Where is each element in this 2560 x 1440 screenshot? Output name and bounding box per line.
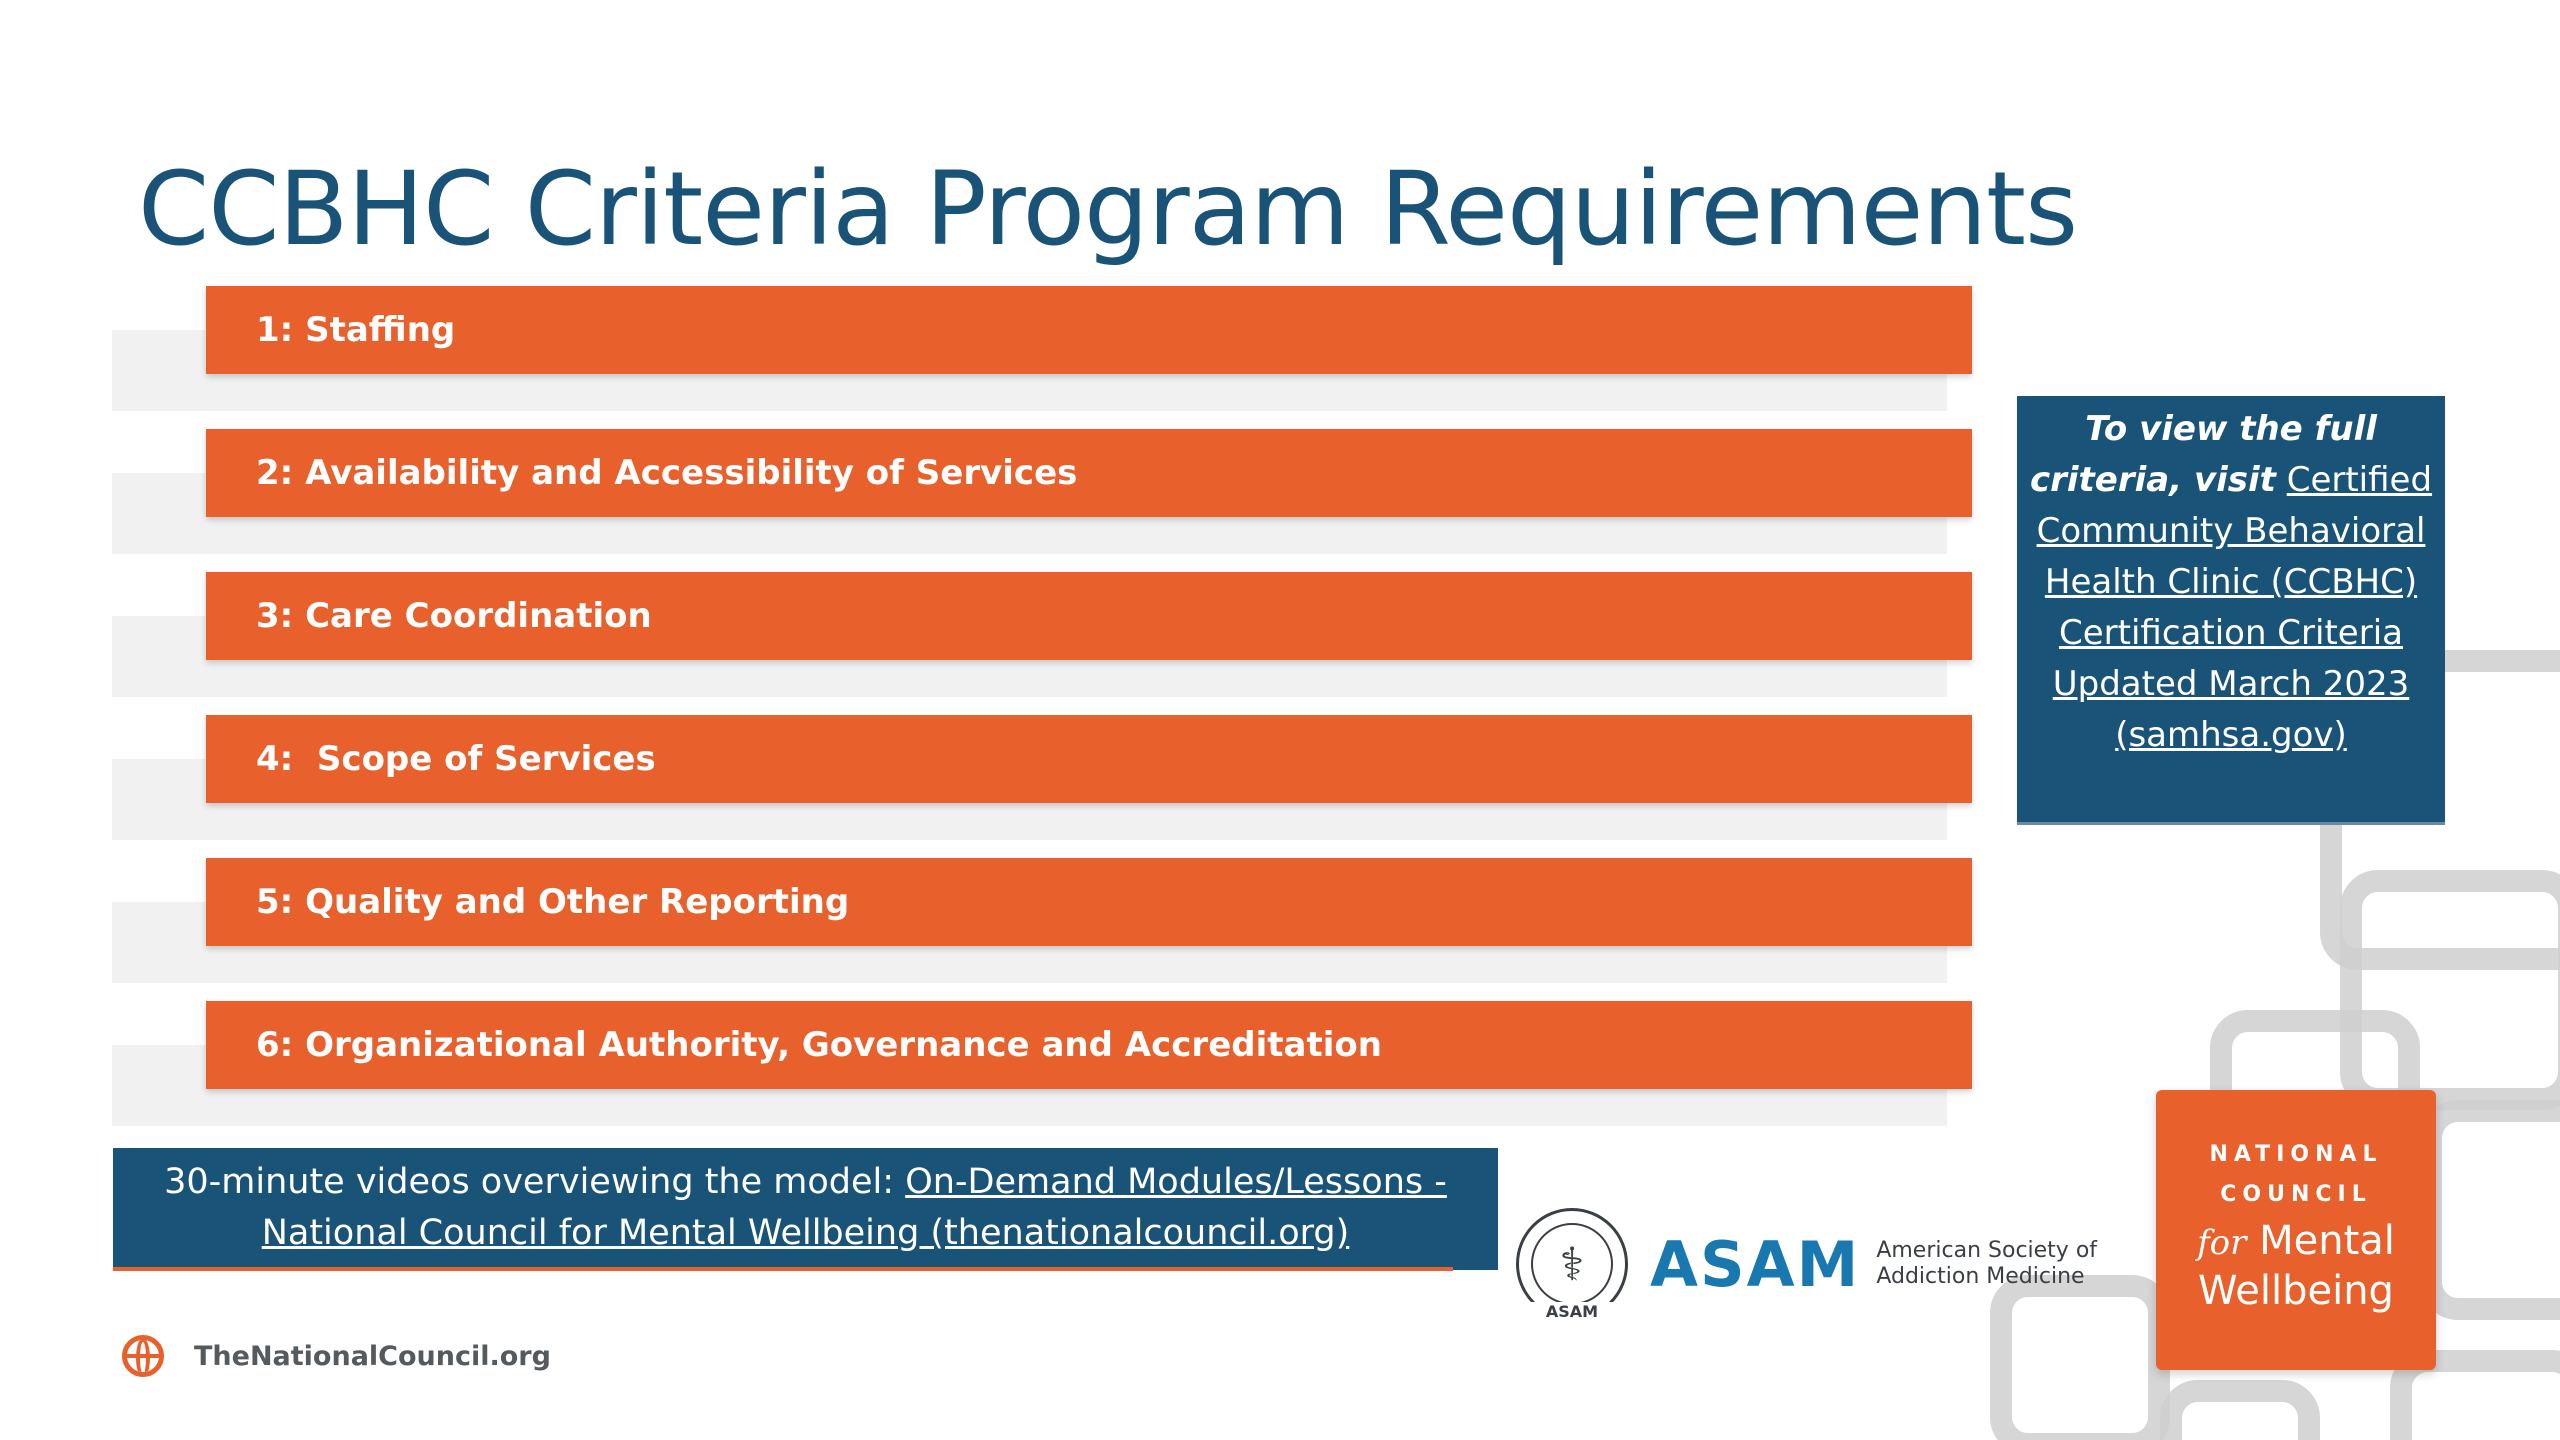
videos-accent-line (113, 1267, 1453, 1271)
asam-full-name (1876, 1238, 2097, 1290)
criteria-intro: To view the full criteria, visit (2029, 409, 2377, 500)
list-item (112, 715, 1947, 840)
videos-link[interactable]: On-Demand Modules/Lessons - National Council for Mental Wellbeing (thenationalcouncil.org) (261, 1162, 1447, 1253)
requirement-label: 3: Care Coordination (256, 596, 652, 636)
asam-seal (1516, 1208, 1628, 1320)
decorative-shape (2420, 1100, 2560, 1320)
criteria-link[interactable]: Certified Community Behavioral Health Clinic (CCBHC) Certification Criteria Updated March 2023 (samhsa.gov) (2036, 460, 2433, 755)
requirement-label: 1: Staffing (256, 310, 456, 350)
caduceus-icon: ⚕ (1531, 1223, 1613, 1305)
requirement-label: 4: Scope of Services (256, 739, 656, 779)
nc-logo-line4: Wellbeing (2198, 1268, 2394, 1314)
asam-name-line2: Addiction Medicine (1876, 1264, 2085, 1289)
requirement-label: 2: Availability and Accessibility of Services (256, 453, 1078, 493)
requirement-bar (206, 858, 1972, 946)
national-council-logo (2156, 1090, 2436, 1370)
page-title: CCBHC Criteria Program Requirements (138, 150, 2078, 269)
requirement-bar (206, 715, 1972, 803)
requirement-label: 5: Quality and Other Reporting (256, 882, 850, 922)
requirement-label: 6: Organizational Authority, Governance and Accreditation (256, 1025, 1382, 1065)
footer-site-label: TheNationalCouncil.org (194, 1340, 551, 1372)
nc-logo-line1: NATIONAL (2209, 1142, 2383, 1167)
videos-intro: 30-minute videos overviewing the model: (164, 1162, 895, 1202)
nc-logo-line2: COUNCIL (2220, 1182, 2372, 1207)
footer-site (122, 1332, 551, 1380)
list-item (112, 1001, 1947, 1126)
nc-logo-line3 (2156, 1218, 2436, 1264)
requirement-bar (206, 429, 1972, 517)
requirement-bar (206, 1001, 1972, 1089)
asam-name-line1: American Society of (1876, 1238, 2098, 1263)
videos-callout (113, 1148, 1498, 1270)
list-item (112, 858, 1947, 983)
nc-logo-for: for (2197, 1223, 2247, 1263)
decorative-shape (2160, 1380, 2320, 1440)
criteria-callout (2017, 396, 2445, 825)
list-item (112, 286, 1947, 411)
asam-logo (1516, 1208, 2097, 1320)
asam-acronym: ASAM (1650, 1227, 1861, 1301)
requirement-bar (206, 286, 1972, 374)
requirement-bar (206, 572, 1972, 660)
asam-seal-text: ASAM (1519, 1302, 1625, 1321)
nc-logo-mental: Mental (2259, 1218, 2395, 1264)
list-item (112, 572, 1947, 697)
globe-icon (122, 1335, 164, 1377)
list-item (112, 429, 1947, 554)
